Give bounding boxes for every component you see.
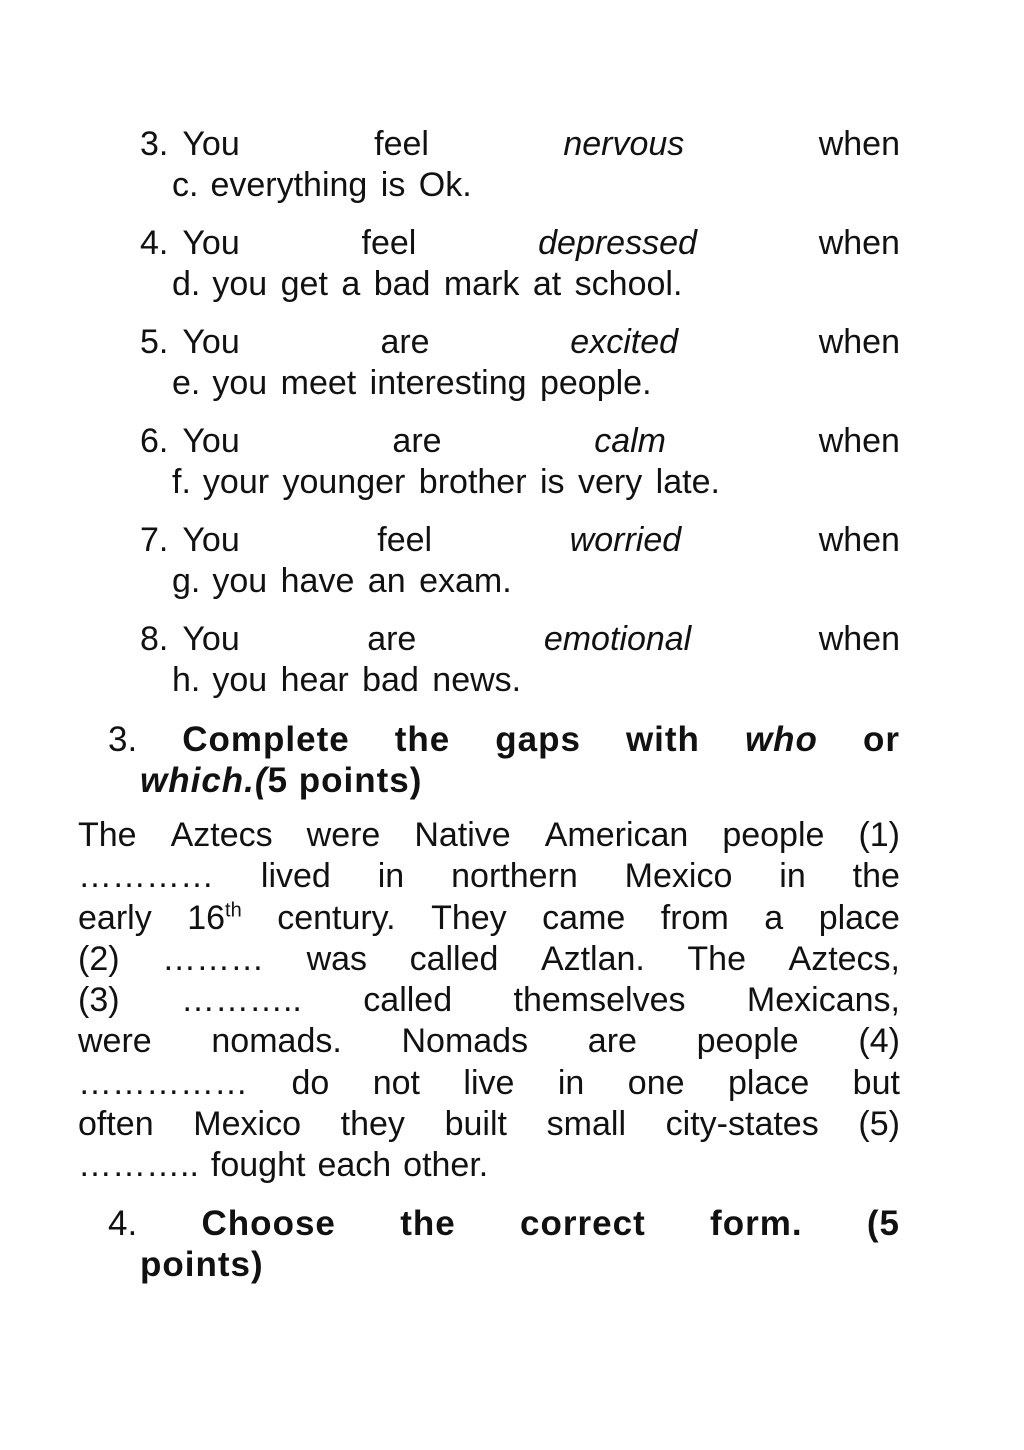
ordinal-suffix: th [225, 899, 242, 922]
item-number: 3. [140, 125, 169, 163]
item-when: when [818, 323, 900, 361]
item-verb: are [367, 620, 417, 658]
item-ending: you have an exam. [212, 562, 512, 600]
task-word: correct [520, 1204, 646, 1243]
gap-number: (3) [78, 981, 120, 1020]
para-word: called [363, 981, 453, 1020]
para-word: built [444, 1105, 507, 1144]
item-when: when [818, 125, 900, 163]
task-word: (5 [866, 1204, 900, 1243]
gap-blank: ……….. [78, 1146, 199, 1185]
para-line-9 [78, 1145, 900, 1186]
item-ending: your younger brother is very late. [202, 463, 720, 501]
item-number: 8. [140, 620, 169, 658]
para-word: were [306, 816, 381, 854]
para-word: do [291, 1063, 330, 1102]
item-letter: c. [172, 166, 199, 204]
para-word: Aztlan. [540, 939, 645, 978]
para-word: in [557, 1063, 585, 1102]
item-letter: e. [172, 364, 201, 402]
item-when: when [818, 620, 900, 658]
item-subject: You [182, 521, 240, 559]
match-item-6 [140, 421, 900, 503]
task-4-heading [108, 1203, 900, 1285]
para-word: other. [403, 1146, 489, 1185]
item-subject: You [182, 620, 240, 658]
ordinal-number: 16 [187, 898, 226, 937]
item-subject: You [182, 323, 240, 361]
para-word: Mexico [624, 857, 733, 896]
para-word: lived [260, 857, 331, 896]
item-when: when [818, 422, 900, 460]
para-word: century. [277, 898, 396, 937]
task-points: points) [140, 1245, 264, 1284]
para-word: themselves [513, 981, 686, 1020]
item-verb: are [392, 422, 442, 460]
para-line-4 [78, 939, 900, 980]
para-word: live [463, 1063, 515, 1102]
gap-blank: ……….. [180, 981, 302, 1020]
para-word: place [818, 898, 900, 937]
match-item-7 [140, 520, 900, 602]
para-word: early [78, 898, 152, 937]
item-when: when [818, 224, 900, 262]
para-word: people [696, 1022, 799, 1061]
para-line-7 [78, 1063, 900, 1104]
gap-blank: ………… [78, 857, 214, 896]
task-word: with [625, 720, 700, 759]
para-word: Native [414, 816, 511, 854]
para-word: Mexicans, [746, 981, 900, 1020]
task-word: the [400, 1204, 456, 1243]
para-line-2 [78, 856, 900, 897]
para-word: American [544, 816, 689, 854]
match-item-5 [140, 322, 900, 404]
item-number: 7. [140, 521, 169, 559]
task-word: Complete [182, 720, 350, 759]
para-word: nomads. [211, 1022, 342, 1061]
para-word: people [722, 816, 825, 854]
para-word: each [317, 1146, 392, 1185]
gap-number: (4) [858, 1022, 900, 1061]
item-ending: you meet interesting people. [212, 364, 652, 402]
para-word: fought [210, 1146, 306, 1185]
item-subject: You [182, 422, 240, 460]
para-word: are [587, 1022, 637, 1061]
para-word: The [78, 816, 137, 854]
gap-blank: …………… [78, 1063, 248, 1102]
task-number: 4. [108, 1204, 138, 1243]
item-subject: You [182, 125, 240, 163]
para-line-8 [78, 1104, 900, 1145]
task-word: gaps [495, 720, 581, 759]
item-verb: feel [374, 125, 429, 163]
match-item-4 [140, 223, 900, 305]
para-line-6 [78, 1021, 900, 1062]
para-word: but [852, 1063, 900, 1102]
para-word: was [306, 939, 368, 978]
para-word: they [340, 1105, 405, 1144]
para-line-1 [78, 815, 900, 856]
item-ending: you get a bad mark at school. [212, 265, 683, 303]
para-word: often [78, 1105, 154, 1144]
para-word: a [764, 898, 784, 937]
para-word: small [546, 1105, 626, 1144]
item-verb: feel [377, 521, 433, 559]
task-word-who: who [744, 720, 818, 759]
gap-number: (5) [858, 1105, 900, 1144]
para-line-3 [78, 898, 900, 939]
task-word-which: which.( [140, 761, 268, 800]
item-when: when [818, 521, 900, 559]
item-letter: d. [172, 265, 201, 303]
item-ending: everything is Ok. [210, 166, 472, 204]
para-word: city-states [665, 1105, 819, 1144]
item-verb: are [380, 323, 430, 361]
para-word: from [660, 898, 729, 937]
item-verb: feel [361, 224, 417, 262]
para-word: northern [451, 857, 578, 896]
item-adjective: excited [570, 323, 679, 361]
item-subject: You [182, 224, 240, 262]
item-letter: h. [172, 661, 201, 699]
para-word: The [687, 939, 746, 978]
task-word: Choose [201, 1204, 336, 1243]
gap-number: (1) [858, 816, 900, 854]
para-ordinal [187, 898, 242, 939]
para-word: Mexico [193, 1105, 301, 1144]
task-3-heading [108, 719, 900, 801]
para-word: Aztecs, [788, 939, 900, 978]
para-word: not [372, 1063, 420, 1102]
aztecs-paragraph [78, 815, 900, 1187]
task-points: 5 points) [267, 761, 423, 800]
item-ending: you hear bad news. [212, 661, 522, 699]
para-word: in [377, 857, 405, 896]
item-letter: f. [172, 463, 191, 501]
para-word: Nomads [401, 1022, 529, 1061]
para-word: in [779, 857, 806, 896]
task-word: form. [710, 1204, 803, 1243]
gap-number: (2) [78, 939, 120, 978]
gap-blank: ……… [162, 939, 265, 978]
match-item-3 [140, 124, 900, 206]
task-number: 3. [108, 720, 138, 759]
item-adjective: calm [594, 422, 667, 460]
para-word: one [627, 1063, 685, 1102]
para-word: They [431, 898, 507, 937]
task-word: the [394, 720, 451, 759]
para-word: the [852, 857, 900, 896]
para-word: Aztecs [170, 816, 273, 854]
match-item-8 [140, 619, 900, 701]
para-word: were [78, 1022, 152, 1061]
item-number: 5. [140, 323, 169, 361]
para-word: came [542, 898, 626, 937]
item-adjective: nervous [563, 125, 685, 163]
item-number: 4. [140, 224, 169, 262]
item-adjective: worried [569, 521, 682, 559]
item-adjective: emotional [543, 620, 692, 658]
para-word: place [727, 1063, 810, 1102]
item-letter: g. [172, 562, 201, 600]
para-line-5 [78, 980, 900, 1021]
task-word: or [862, 720, 900, 759]
item-number: 6. [140, 422, 169, 460]
item-adjective: depressed [538, 224, 697, 262]
para-word: called [409, 939, 499, 978]
